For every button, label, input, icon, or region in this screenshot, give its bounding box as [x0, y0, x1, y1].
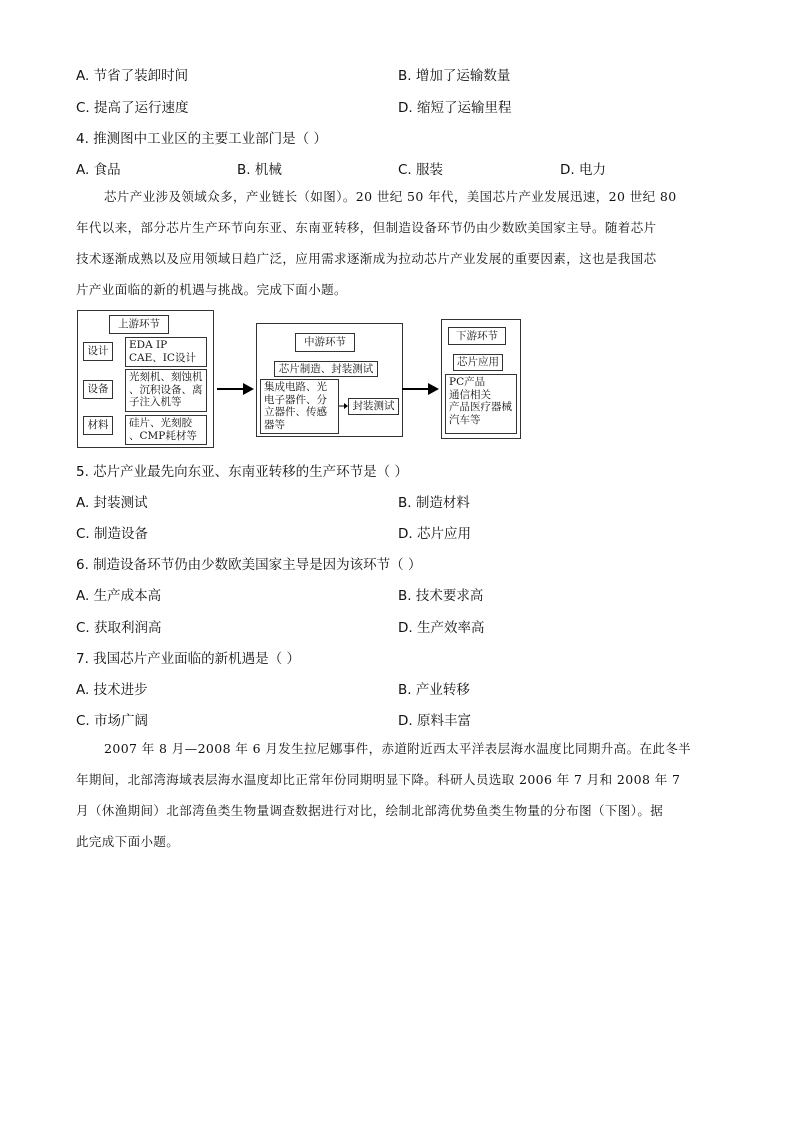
q7-option-c: C. 市场广阔: [76, 713, 149, 729]
upstream-row-content-design: EDA IP CAE、IC设计: [125, 337, 207, 367]
q6-option-b: B. 技术要求高: [398, 588, 484, 604]
downstream-application: 芯片应用: [453, 354, 503, 371]
upstream-row-content-equipment: 光刻机、刻蚀机 、沉积设备、离 子注入机等: [125, 369, 207, 412]
q7-option-d: D. 原料丰富: [398, 713, 471, 729]
midstream-frame: [256, 323, 403, 437]
upstream-frame: [77, 310, 214, 448]
upstream-row-label-design: 设计: [83, 342, 113, 361]
passage-line: 片产业面临的新的机遇与挑战。完成下面小题。: [76, 282, 347, 297]
q3-option-c: C. 提高了运行速度: [76, 100, 189, 116]
midstream-process: 芯片制造、封装测试: [274, 361, 378, 377]
q7-option-a: A. 技术进步: [76, 682, 148, 698]
passage-line: 年代以来，部分芯片生产环节向东亚、东南亚转移，但制造设备环节仍由少数欧美国家主导。随着芯片: [76, 220, 657, 235]
q3-option-d: D. 缩短了运输里程: [398, 100, 512, 116]
q3-option-b: B. 增加了运输数量: [398, 68, 511, 84]
downstream-items: PC产品 通信相关 产品医疗器械 汽车等: [445, 374, 517, 434]
q5-stem: 5. 芯片产业最先向东亚、东南亚转移的生产环节是（ ）: [76, 464, 408, 480]
passage-line: 此完成下面小题。: [76, 834, 180, 849]
midstream-packaging: 封装测试: [348, 398, 399, 415]
q7-option-b: B. 产业转移: [398, 682, 470, 698]
q5-option-d: D. 芯片应用: [398, 526, 471, 542]
passage-line: 技术逐渐成熟以及应用领域日趋广泛，应用需求逐渐成为拉动芯片产业发展的重要因素，这也是我国芯: [76, 251, 657, 266]
downstream-frame: [441, 319, 521, 439]
q4-stem: 4. 推测图中工业区的主要工业部门是（ ）: [76, 131, 327, 147]
q7-stem: 7. 我国芯片产业面临的新机遇是（ ）: [76, 651, 300, 667]
midstream-title: 中游环节: [295, 333, 355, 352]
upstream-row-label-materials: 材料: [83, 416, 113, 435]
arrow-upstream-to-midstream: [217, 381, 255, 397]
q5-option-a: A. 封装测试: [76, 495, 148, 511]
q4-option-b: B. 机械: [237, 162, 282, 178]
q6-option-c: C. 获取利润高: [76, 620, 162, 636]
q6-option-d: D. 生产效率高: [398, 620, 485, 636]
arrow-midstream-to-downstream: [402, 381, 440, 397]
upstream-row-label-equipment: 设备: [83, 380, 113, 399]
upstream-row-content-materials: 硅片、光刻胶 、CMP耗材等: [125, 415, 207, 445]
passage-chip-industry: [76, 181, 716, 305]
passage-line: 2007 年 8 月—2008 年 6 月发生拉尼娜事件，赤道附近西太平洋表层海水温度比同期升高。在此冬半: [104, 741, 692, 756]
q6-stem: 6. 制造设备环节仍由少数欧美国家主导是因为该环节（ ）: [76, 557, 422, 573]
q4-option-d: D. 电力: [560, 162, 606, 178]
q4-option-c: C. 服装: [398, 162, 444, 178]
q4-option-a: A. 食品: [76, 162, 121, 178]
upstream-title: 上游环节: [109, 315, 169, 334]
passage-line: 芯片产业涉及领域众多，产业链长（如图）。20 世纪 50 年代，美国芯片产业发展迅速，20 世纪 80: [104, 189, 677, 204]
passage-line: 月（休渔期间）北部湾鱼类生物量调查数据进行对比，绘制北部湾优势鱼类生物量的分布图（下图）。据: [76, 803, 664, 818]
passage-la-nina: [76, 733, 716, 857]
q6-option-a: A. 生产成本高: [76, 588, 162, 604]
passage-line: 年期间，北部湾海域表层海水温度却比正常年份同期明显下降。科研人员选取 2006 年 7 月和 2008 年 7: [76, 772, 681, 787]
downstream-title: 下游环节: [448, 327, 506, 345]
q5-option-c: C. 制造设备: [76, 526, 149, 542]
q3-option-a: A. 节省了装卸时间: [76, 68, 189, 84]
midstream-products: 集成电路、光 电子器件、分 立器件、传感 器等: [260, 379, 339, 434]
q5-option-b: B. 制造材料: [398, 495, 470, 511]
